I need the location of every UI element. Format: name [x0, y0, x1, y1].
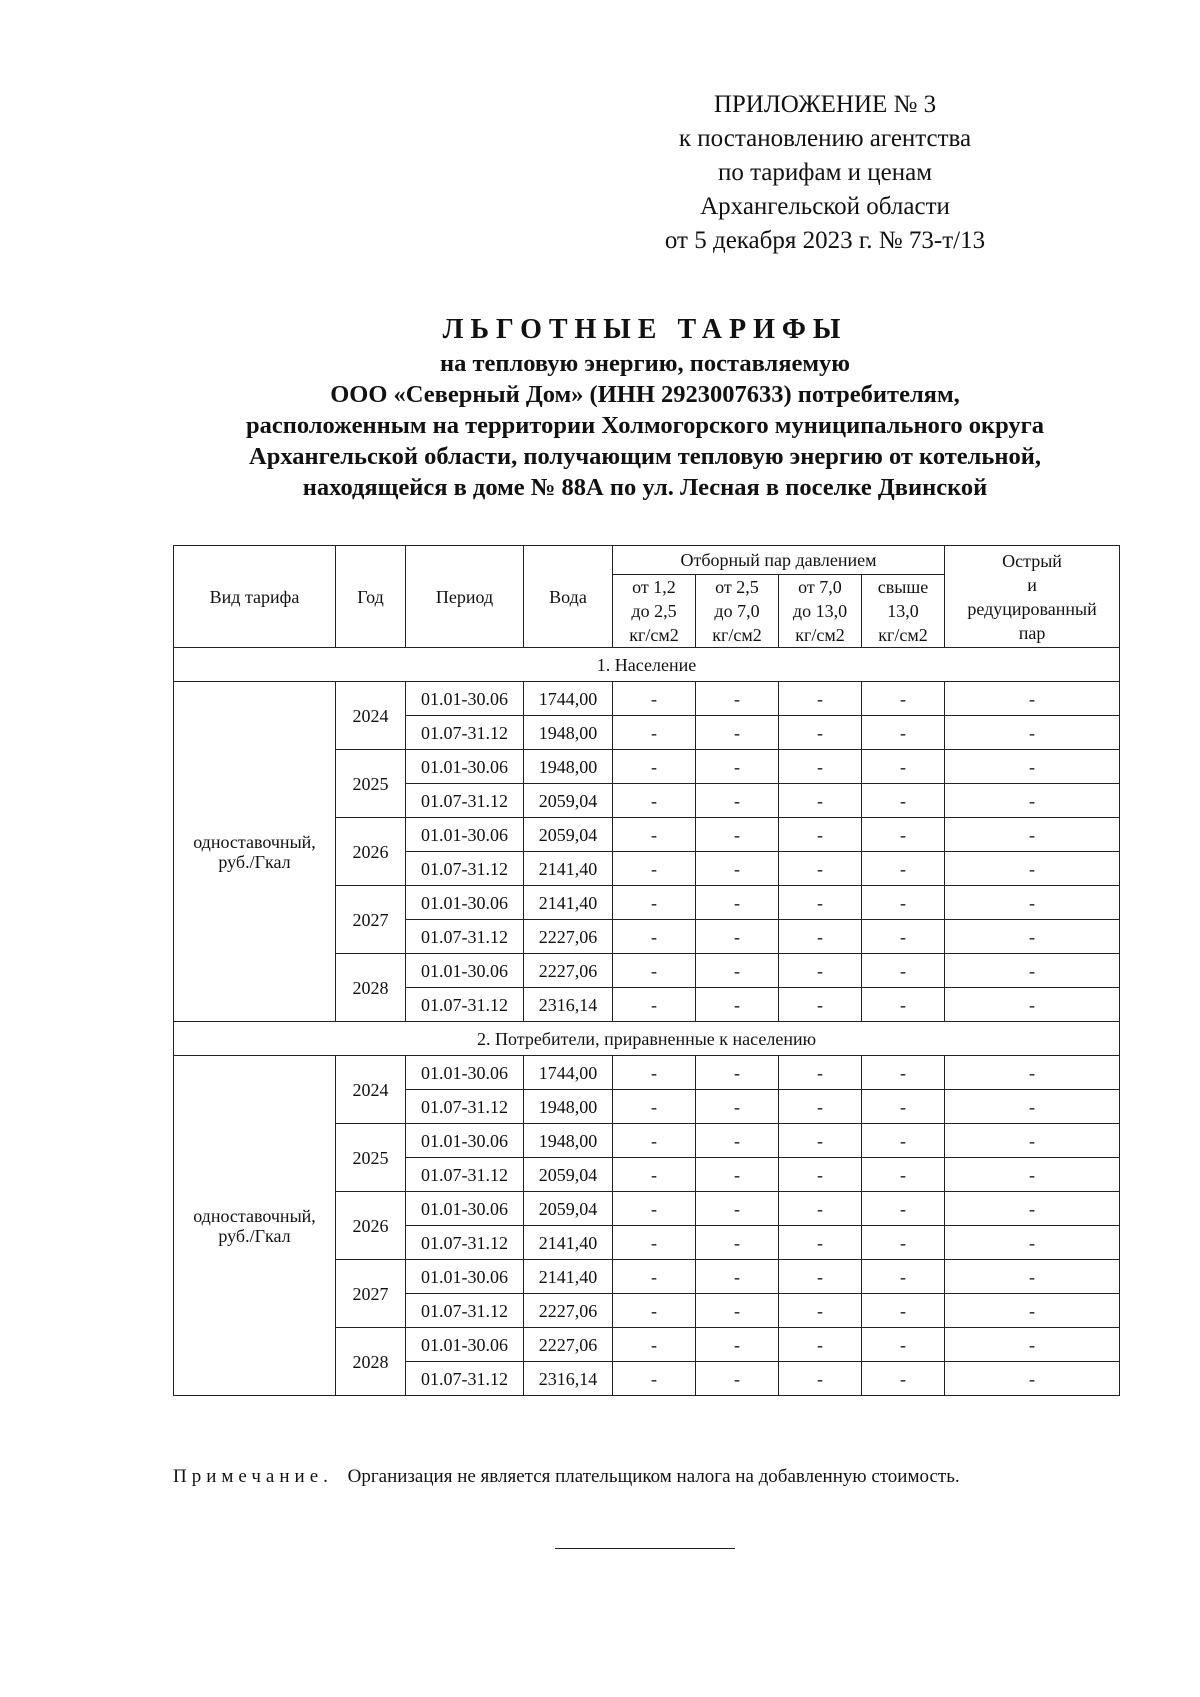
period-cell: 01.07-31.12 — [406, 716, 524, 750]
sharp-steam-value-cell: - — [945, 818, 1120, 852]
title-line: расположенным на территории Холмогорского муниципального округа — [245, 412, 1045, 439]
steam-value-cell: - — [696, 988, 779, 1022]
sharp-steam-value-cell: - — [945, 1192, 1120, 1226]
water-value-cell: 2059,04 — [524, 1192, 613, 1226]
note-text: Организация не является плательщиком налога на добавленную стоимость. — [347, 1466, 960, 1487]
steam-value-cell: - — [696, 784, 779, 818]
steam-value-cell: - — [613, 852, 696, 886]
sharp-steam-value-cell: - — [945, 1362, 1120, 1396]
steam-value-cell: - — [862, 784, 945, 818]
header-sharp-steam — [945, 546, 1120, 648]
sharp-steam-value-cell: - — [945, 1328, 1120, 1362]
period-cell: 01.01-30.06 — [406, 886, 524, 920]
header-text-line: редуцированный — [967, 598, 1097, 619]
water-value-cell: 1948,00 — [524, 1124, 613, 1158]
water-value-cell: 2316,14 — [524, 1362, 613, 1396]
closing-divider — [555, 1548, 735, 1549]
steam-value-cell: - — [862, 1192, 945, 1226]
period-cell: 01.07-31.12 — [406, 1226, 524, 1260]
year-cell: 2027 — [336, 886, 406, 954]
year-cell: 2025 — [336, 750, 406, 818]
header-text-line: от 7,0 — [798, 577, 842, 597]
title-main: ЛЬГОТНЫЕ ТАРИФЫ — [442, 314, 848, 345]
steam-value-cell: - — [696, 1294, 779, 1328]
steam-value-cell: - — [696, 954, 779, 988]
sharp-steam-value-cell: - — [945, 750, 1120, 784]
steam-value-cell: - — [862, 1158, 945, 1192]
water-value-cell: 2059,04 — [524, 818, 613, 852]
steam-value-cell: - — [862, 1260, 945, 1294]
steam-value-cell: - — [696, 818, 779, 852]
water-value-cell: 2059,04 — [524, 1158, 613, 1192]
period-cell: 01.01-30.06 — [406, 1056, 524, 1090]
water-value-cell: 2141,40 — [524, 852, 613, 886]
steam-value-cell: - — [613, 1158, 696, 1192]
water-value-cell: 2227,06 — [524, 1294, 613, 1328]
header-text-line: 13,0 — [887, 601, 919, 621]
annex-line: ПРИЛОЖЕНИЕ № 3 — [713, 91, 937, 118]
tariff-type-cell — [174, 1056, 336, 1396]
steam-value-cell: - — [862, 1362, 945, 1396]
year-cell: 2027 — [336, 1260, 406, 1328]
water-value-cell: 2141,40 — [524, 886, 613, 920]
period-cell: 01.01-30.06 — [406, 1124, 524, 1158]
period-cell: 01.01-30.06 — [406, 682, 524, 716]
steam-value-cell: - — [779, 886, 862, 920]
water-value-cell: 2059,04 — [524, 784, 613, 818]
steam-value-cell: - — [779, 1124, 862, 1158]
steam-value-cell: - — [779, 920, 862, 954]
steam-value-cell: - — [613, 1226, 696, 1260]
header-text-line: Острый — [1002, 550, 1062, 571]
title-line: ООО «Северный Дом» (ИНН 2923007633) потребителям, — [330, 381, 960, 408]
steam-value-cell: - — [862, 1090, 945, 1124]
header-text-line: кг/см2 — [878, 625, 928, 645]
header-text-line: кг/см2 — [629, 625, 679, 645]
period-cell: 01.07-31.12 — [406, 1294, 524, 1328]
steam-value-cell: - — [862, 1328, 945, 1362]
steam-value-cell: - — [613, 716, 696, 750]
steam-value-cell: - — [779, 1294, 862, 1328]
steam-value-cell: - — [696, 1260, 779, 1294]
sharp-steam-value-cell: - — [945, 1158, 1120, 1192]
period-cell: 01.01-30.06 — [406, 750, 524, 784]
water-value-cell: 1948,00 — [524, 716, 613, 750]
steam-value-cell: - — [779, 954, 862, 988]
steam-value-cell: - — [862, 818, 945, 852]
header-steam-2-5-7 — [696, 575, 779, 648]
steam-value-cell: - — [696, 716, 779, 750]
tariff-table — [173, 545, 1120, 1396]
header-text-line: до 13,0 — [792, 601, 848, 621]
year-cell: 2024 — [336, 1056, 406, 1124]
period-cell: 01.07-31.12 — [406, 920, 524, 954]
section-title: 1. Население — [174, 648, 1120, 682]
header-text-line: пар — [1018, 622, 1046, 643]
steam-value-cell: - — [613, 750, 696, 784]
table-row — [174, 1056, 1120, 1090]
water-value-cell: 1744,00 — [524, 1056, 613, 1090]
water-value-cell: 2227,06 — [524, 920, 613, 954]
year-cell: 2025 — [336, 1124, 406, 1192]
period-cell: 01.07-31.12 — [406, 852, 524, 886]
year-cell: 2028 — [336, 954, 406, 1022]
sharp-steam-value-cell: - — [945, 954, 1120, 988]
steam-value-cell: - — [862, 920, 945, 954]
section-row — [174, 1022, 1120, 1056]
period-cell: 01.01-30.06 — [406, 1260, 524, 1294]
header-text-line: и — [1027, 574, 1037, 595]
sharp-steam-value-cell: - — [945, 784, 1120, 818]
steam-value-cell: - — [613, 1124, 696, 1158]
header-text-line: кг/см2 — [712, 625, 762, 645]
steam-value-cell: - — [862, 988, 945, 1022]
steam-value-cell: - — [862, 1124, 945, 1158]
steam-value-cell: - — [862, 1294, 945, 1328]
header-text-line: свыше — [877, 577, 929, 597]
header-text-line: от 2,5 — [715, 577, 759, 597]
steam-value-cell: - — [696, 1158, 779, 1192]
steam-value-cell: - — [779, 1192, 862, 1226]
steam-value-cell: - — [613, 1328, 696, 1362]
steam-value-cell: - — [779, 784, 862, 818]
steam-value-cell: - — [696, 1226, 779, 1260]
steam-value-cell: - — [779, 852, 862, 886]
steam-value-cell: - — [862, 716, 945, 750]
steam-value-cell: - — [696, 750, 779, 784]
period-cell: 01.01-30.06 — [406, 1192, 524, 1226]
sharp-steam-value-cell: - — [945, 920, 1120, 954]
note — [173, 1466, 1153, 1488]
steam-value-cell: - — [613, 1056, 696, 1090]
header-tariff-type: Вид тарифа — [174, 546, 336, 648]
header-steam-1-2-5 — [613, 575, 696, 648]
water-value-cell: 2316,14 — [524, 988, 613, 1022]
steam-value-cell: - — [779, 1260, 862, 1294]
steam-value-cell: - — [779, 1328, 862, 1362]
steam-value-cell: - — [613, 988, 696, 1022]
steam-value-cell: - — [862, 1226, 945, 1260]
header-steam-7-13 — [779, 575, 862, 648]
steam-value-cell: - — [779, 750, 862, 784]
year-cell: 2026 — [336, 1192, 406, 1260]
sharp-steam-value-cell: - — [945, 988, 1120, 1022]
period-cell: 01.07-31.12 — [406, 784, 524, 818]
steam-value-cell: - — [862, 750, 945, 784]
period-cell: 01.07-31.12 — [406, 1158, 524, 1192]
title-line: на тепловую энергию, поставляемую — [439, 350, 851, 377]
note-label: Примечание. — [173, 1466, 333, 1487]
annex-line: от 5 декабря 2023 г. № 73-т/13 — [664, 227, 986, 254]
steam-value-cell: - — [779, 1090, 862, 1124]
section-title: 2. Потребители, приравненные к населению — [174, 1022, 1120, 1056]
steam-value-cell: - — [696, 1056, 779, 1090]
sharp-steam-value-cell: - — [945, 1294, 1120, 1328]
annex-header — [620, 88, 1030, 258]
steam-value-cell: - — [779, 818, 862, 852]
steam-value-cell: - — [862, 682, 945, 716]
header-steam-over-13 — [862, 575, 945, 648]
steam-value-cell: - — [779, 682, 862, 716]
steam-value-cell: - — [696, 852, 779, 886]
header-text-line: до 7,0 — [714, 601, 760, 621]
sharp-steam-value-cell: - — [945, 852, 1120, 886]
steam-value-cell: - — [613, 1294, 696, 1328]
sharp-steam-value-cell: - — [945, 682, 1120, 716]
steam-value-cell: - — [613, 1260, 696, 1294]
year-cell: 2024 — [336, 682, 406, 750]
tariff-type-line: одноставочный, — [193, 1205, 316, 1226]
water-value-cell: 2227,06 — [524, 954, 613, 988]
table-body — [174, 648, 1120, 1396]
sharp-steam-value-cell: - — [945, 1260, 1120, 1294]
title-line: находящейся в доме № 88А по ул. Лесная в поселке Двинской — [302, 474, 988, 501]
steam-value-cell: - — [613, 1362, 696, 1396]
steam-value-cell: - — [779, 716, 862, 750]
table-row — [174, 682, 1120, 716]
header-text-line: до 2,5 — [631, 601, 677, 621]
year-cell: 2028 — [336, 1328, 406, 1396]
steam-value-cell: - — [696, 1124, 779, 1158]
steam-value-cell: - — [779, 988, 862, 1022]
header-text-line: от 1,2 — [632, 577, 676, 597]
period-cell: 01.01-30.06 — [406, 818, 524, 852]
header-text-line: кг/см2 — [795, 625, 845, 645]
steam-value-cell: - — [779, 1158, 862, 1192]
sharp-steam-value-cell: - — [945, 1090, 1120, 1124]
steam-value-cell: - — [613, 784, 696, 818]
period-cell: 01.07-31.12 — [406, 1090, 524, 1124]
section-row — [174, 648, 1120, 682]
annex-line: Архангельской области — [700, 193, 950, 220]
steam-value-cell: - — [613, 920, 696, 954]
steam-value-cell: - — [696, 920, 779, 954]
header-year: Год — [336, 546, 406, 648]
steam-value-cell: - — [696, 1192, 779, 1226]
steam-value-cell: - — [696, 1328, 779, 1362]
header-water: Вода — [524, 546, 613, 648]
tariff-type-line: руб./Гкал — [218, 851, 291, 872]
sharp-steam-value-cell: - — [945, 1226, 1120, 1260]
steam-value-cell: - — [696, 1362, 779, 1396]
annex-line: по тарифам и ценам — [717, 159, 933, 186]
steam-value-cell: - — [862, 886, 945, 920]
steam-value-cell: - — [613, 682, 696, 716]
steam-value-cell: - — [779, 1056, 862, 1090]
period-cell: 01.07-31.12 — [406, 988, 524, 1022]
steam-value-cell: - — [696, 886, 779, 920]
header-steam-group: Отборный пар давлением — [613, 546, 945, 575]
steam-value-cell: - — [696, 682, 779, 716]
water-value-cell: 2227,06 — [524, 1328, 613, 1362]
sharp-steam-value-cell: - — [945, 1124, 1120, 1158]
tariff-type-cell — [174, 682, 336, 1022]
water-value-cell: 2141,40 — [524, 1260, 613, 1294]
sharp-steam-value-cell: - — [945, 1056, 1120, 1090]
steam-value-cell: - — [862, 852, 945, 886]
water-value-cell: 2141,40 — [524, 1226, 613, 1260]
title-line: Архангельской области, получающим тепловую энергию от котельной, — [249, 443, 1041, 470]
steam-value-cell: - — [613, 886, 696, 920]
sharp-steam-value-cell: - — [945, 886, 1120, 920]
tariff-type-line: одноставочный, — [193, 831, 316, 852]
sharp-steam-value-cell: - — [945, 716, 1120, 750]
steam-value-cell: - — [613, 1192, 696, 1226]
year-cell: 2026 — [336, 818, 406, 886]
water-value-cell: 1948,00 — [524, 750, 613, 784]
header-period: Период — [406, 546, 524, 648]
annex-line: к постановлению агентства — [678, 125, 972, 152]
steam-value-cell: - — [613, 818, 696, 852]
steam-value-cell: - — [779, 1362, 862, 1396]
steam-value-cell: - — [613, 1090, 696, 1124]
steam-value-cell: - — [862, 954, 945, 988]
document-title — [100, 312, 1190, 503]
period-cell: 01.01-30.06 — [406, 1328, 524, 1362]
water-value-cell: 1744,00 — [524, 682, 613, 716]
period-cell: 01.01-30.06 — [406, 954, 524, 988]
steam-value-cell: - — [779, 1226, 862, 1260]
steam-value-cell: - — [613, 954, 696, 988]
period-cell: 01.07-31.12 — [406, 1362, 524, 1396]
steam-value-cell: - — [862, 1056, 945, 1090]
water-value-cell: 1948,00 — [524, 1090, 613, 1124]
tariff-type-line: руб./Гкал — [218, 1225, 291, 1246]
steam-value-cell: - — [696, 1090, 779, 1124]
